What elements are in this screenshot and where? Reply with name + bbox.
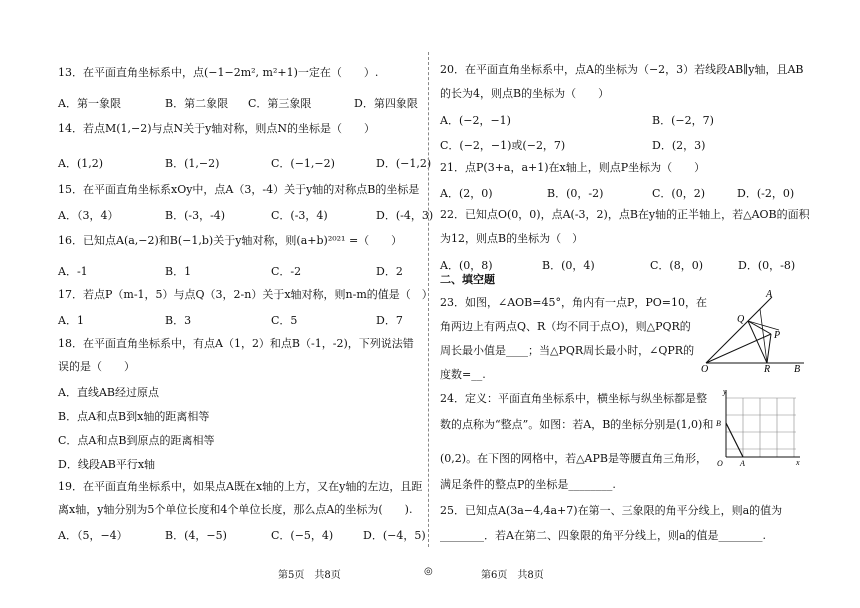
q14-option-c: C．(−1,−2)	[271, 157, 335, 170]
segment-pr	[767, 334, 771, 363]
q18-option-d: D．线段AB平行x轴	[58, 458, 156, 471]
q13-option-a: A．第一象限	[58, 97, 121, 110]
q18-stem-line2: 误的是（ ）	[58, 360, 135, 373]
q14-option-d: D．(−1,2)	[376, 157, 432, 170]
q15-option-b: B．(-3，-4)	[165, 209, 226, 222]
q18-option-a: A．直线AB经过原点	[58, 386, 159, 399]
segment-op	[706, 334, 771, 363]
q23-line4: 度数=__.	[440, 368, 486, 381]
q13-option-c: C．第三象限	[248, 97, 312, 110]
grid-lines	[726, 398, 796, 457]
q19-option-d: D．(−4，5)	[363, 529, 426, 542]
q20-stem-line1: 20．在平面直角坐标系中，点A的坐标为（−2，3）若线段AB∥y轴，且AB	[440, 63, 804, 76]
q19-stem-line2: 离x轴，y轴分别为5个单位长度和4个单位长度，那么点A的坐标为( ).	[58, 503, 413, 516]
q16-option-a: A．-1	[58, 265, 88, 278]
q13-option-d: D．第四象限	[354, 97, 418, 110]
q22-option-c: C．(8，0)	[650, 259, 703, 272]
q13-stem: 13．在平面直角坐标系中，点(−1−2m², m²+1)一定在（ ）.	[58, 66, 379, 79]
fig24-label-b: B	[716, 419, 721, 428]
q23-line2: 角两边上有两点Q、R（均不同于点O)，则△PQR的	[440, 320, 691, 333]
q15-option-d: D．(-4，3)	[376, 209, 434, 222]
q13-option-b: B．第二象限	[165, 97, 229, 110]
q17-option-c: C．5	[271, 314, 298, 327]
q21-option-c: C．(0，2)	[652, 187, 705, 200]
q20-option-a: A．(−2，−1)	[440, 114, 511, 127]
q25-line2: ________．若A在第二、四象限的角平分线上，则a的值是________.	[440, 529, 766, 542]
fig23-label-b: B	[794, 364, 801, 372]
q16-option-b: B．1	[165, 265, 192, 278]
q15-option-c: C．(-3，4)	[271, 209, 328, 222]
q25-line1: 25．已知点A(3a−4,4a+7)在第一、三象限的角平分线上，则a的值为	[440, 504, 783, 517]
fig24-label-a: A	[740, 459, 745, 468]
q14-option-a: A．(1,2)	[58, 157, 104, 170]
fig23-label-o: O	[701, 364, 709, 372]
section-fill-in-title: 二、填空题	[440, 273, 495, 286]
q24-line3: (0,2)。在下图的网格中，若△APB是等腰直角三角形，	[440, 452, 707, 465]
q19-option-a: A．（5，−4）	[58, 529, 128, 542]
q15-stem: 15．在平面直角坐标系xOy中，点A（3，-4）关于y轴的对称点B的坐标是	[58, 183, 420, 196]
q16-stem: 16．已知点A(a,−2)和B(−1,b)关于y轴对称，则(a+b)²⁰²¹ =（ ）	[58, 234, 403, 247]
q17-option-d: D．7	[376, 314, 403, 327]
footer-page-left: 第5页 共8页	[278, 570, 341, 581]
q15-option-a: A．（3，4）	[58, 209, 119, 222]
column-divider	[428, 52, 429, 547]
q22-option-a: A．(0，8)	[440, 259, 493, 272]
fig24-label-o: O	[717, 459, 723, 468]
footer-center-mark: ◎	[424, 566, 433, 577]
q17-option-b: B．3	[165, 314, 192, 327]
q19-option-b: B．(4，−5)	[165, 529, 227, 542]
q20-option-d: D．(2，3)	[652, 139, 706, 152]
q23-line1: 23．如图，∠AOB=45°，角内有一点P，PO=10，在	[440, 296, 708, 309]
q21-stem: 21．点P(3+a，a+1)在x轴上，则点P坐标为（ ）	[440, 161, 706, 174]
q20-option-c: C．(−2，−1)或(−2，7)	[440, 139, 566, 152]
q18-stem-line1: 18．在平面直角坐标系中，有点A（1，2）和点B（-1，-2)，下列说法错	[58, 337, 414, 350]
fig24-label-y: y	[723, 387, 727, 396]
fig23-label-p: P	[774, 330, 781, 341]
q23-line3: 周长最小值是____；当△PQR周长最小时，∠QPR的	[440, 344, 695, 357]
q17-option-a: A．1	[58, 314, 84, 327]
q22-option-b: B．(0，4)	[542, 259, 595, 272]
fig23-label-a: A	[766, 290, 773, 300]
q19-stem-line1: 19．在平面直角坐标系中，如果点A既在x轴的上方，又在y轴的左边，且距	[58, 480, 423, 493]
q21-option-b: B．(0，-2)	[547, 187, 604, 200]
q18-option-c: C．点A和点B到原点的距离相等	[58, 434, 215, 447]
q22-stem-line2: 为12，则点B的坐标为（ ）	[440, 232, 584, 245]
q24-line2: 数的点称为“整点”。如图：若A，B的坐标分别是(1,0)和	[440, 418, 714, 431]
q14-option-b: B．(1,−2)	[165, 157, 220, 170]
fig23-label-q: Q	[737, 314, 745, 325]
fig24-label-x: x	[796, 458, 800, 467]
q20-stem-line2: 的长为4，则点B的坐标为（ ）	[440, 87, 610, 100]
q21-option-d: D．(-2，0)	[737, 187, 795, 200]
q16-option-d: D．2	[376, 265, 403, 278]
q16-option-c: C．-2	[271, 265, 302, 278]
q22-stem-line1: 22．已知点O(0，0)，点A(-3，2)，点B在y轴的正半轴上，若△AOB的面积	[440, 208, 810, 221]
segment-ab	[726, 423, 743, 457]
q23-angle-figure	[700, 290, 810, 372]
q18-option-b: B．点A和点B到x轴的距离相等	[58, 410, 210, 423]
q19-option-c: C．(−5，4)	[271, 529, 334, 542]
footer-page-right: 第6页 共8页	[481, 570, 544, 581]
q21-option-a: A．(2，0)	[440, 187, 493, 200]
q24-line1: 24．定义：平面直角坐标系中，横坐标与纵坐标都是整	[440, 392, 707, 405]
q14-stem: 14．若点M(1,−2)与点N关于y轴对称，则点N的坐标是（ ）	[58, 122, 376, 135]
aux-line-2	[748, 321, 779, 330]
fig23-label-r: R	[764, 364, 771, 372]
q20-option-b: B．(−2，7)	[652, 114, 714, 127]
q24-grid-figure	[712, 386, 804, 468]
q17-stem: 17．若点P（m-1，5）与点Q（3，2-n）关于x轴对称，则n-m的值是（ ）	[58, 288, 433, 301]
q24-line4: 满足条件的整点P的坐标是________.	[440, 478, 616, 491]
q22-option-d: D．(0，-8)	[738, 259, 796, 272]
